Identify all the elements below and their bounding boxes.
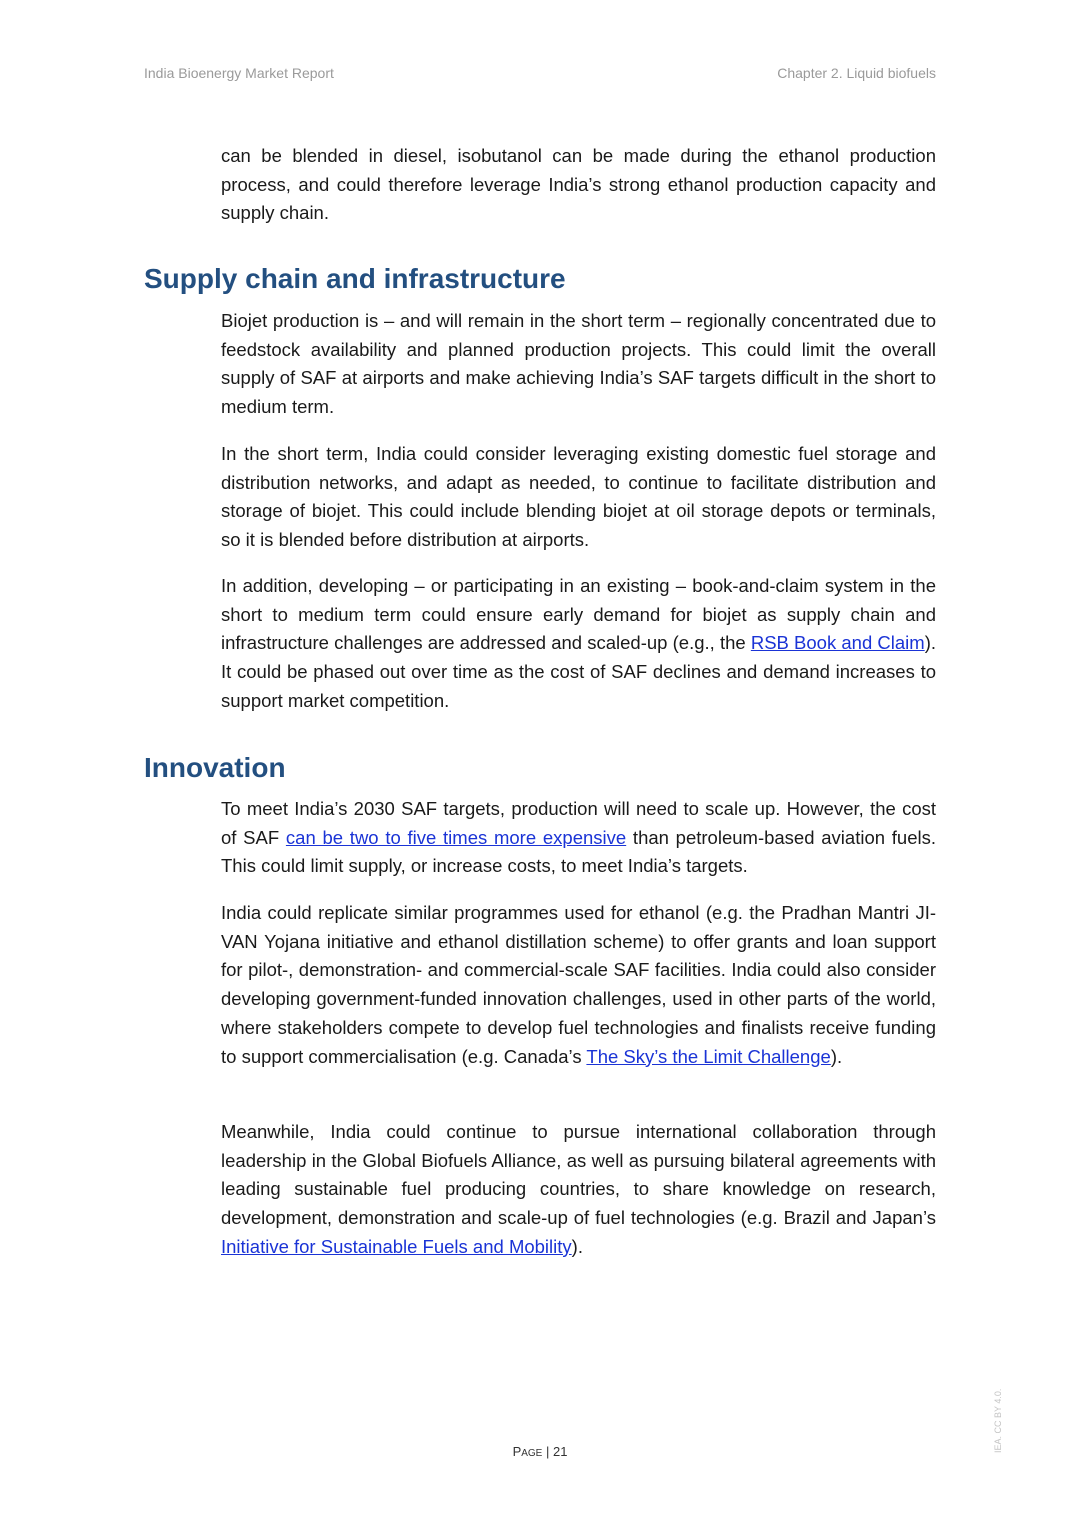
page-separator: | bbox=[542, 1444, 553, 1459]
innovation-p3-text-end: ). bbox=[571, 1235, 583, 1257]
report-title: India Bioenergy Market Report bbox=[144, 65, 334, 81]
page-label-first: P bbox=[512, 1444, 522, 1459]
innovation-paragraph-1 bbox=[221, 795, 936, 881]
license-notice: IEA. CC BY 4.0. bbox=[993, 1388, 1003, 1453]
supply-chain-paragraph-3 bbox=[221, 572, 936, 716]
chapter-title: Chapter 2. Liquid biofuels bbox=[777, 65, 936, 81]
skys-the-limit-challenge-link[interactable]: The Sky’s the Limit Challenge bbox=[586, 1045, 831, 1067]
supply-chain-paragraph-1: Biojet production is – and will remain in the short term – regionally concentrated due to feedstock availability and planned production projects. This could limit the overall supply of SAF at airports and make achieving India’s SAF targets difficult in the short to medium term. bbox=[221, 310, 936, 418]
page-number bbox=[0, 1444, 1080, 1459]
innovation-heading: Innovation bbox=[144, 752, 286, 783]
innovation-p1-text-start: To meet India’s 2030 SAF targets, production will need to scale up. However, the cost of SAF bbox=[221, 798, 936, 848]
saf-cost-link[interactable]: can be two to five times more expensive bbox=[285, 826, 627, 848]
supply-chain-p3-text-end: ). It could be phased out over time as the cost of SAF declines and demand increases to support market competition. bbox=[221, 632, 936, 711]
innovation-p2-text-start: India could replicate similar programmes used for ethanol (e.g. the Pradhan Mantri JI-VAN Yojana initiative and ethanol distillation scheme) to offer grants and loan support for pilot-, demonstration- and commercial-scale SAF facilities. India could also consider developing government-funded innovation challenges, used in other parts of the world, where stakeholders compete to develop fuel technologies and finalists receive funding to support commercialisation (e.g. Canada’s bbox=[221, 902, 936, 1067]
innovation-p2-text-end: ). bbox=[830, 1045, 843, 1067]
innovation-paragraph-2 bbox=[221, 899, 936, 1071]
rsb-book-and-claim-link[interactable]: RSB Book and Claim bbox=[750, 632, 925, 654]
supply-chain-heading: Supply chain and infrastructure bbox=[144, 263, 566, 294]
innovation-p3-text-start: Meanwhile, India could continue to pursue international collaboration through leadership in the Global Biofuels Alliance, as well as pursuing bilateral agreements with leading sustainable fuel producing countries, to share knowledge on research, development, demonstration and scale-up of fuel technologies (e.g. Brazil and Japan’s bbox=[221, 1121, 936, 1229]
innovation-p1-text-end: than petroleum-based aviation fuels. This could limit supply, or increase costs, to meet India’s targets. bbox=[221, 826, 936, 877]
sustainable-fuels-mobility-link[interactable]: Initiative for Sustainable Fuels and Mobility bbox=[221, 1235, 572, 1257]
supply-chain-paragraph-2: In the short term, India could consider leveraging existing domestic fuel storage and distribution networks, and adapt as needed, to continue to facilitate distribution and storage of biojet. This could include blending biojet at oil storage depots or terminals, so it is blended before distribution at airports. bbox=[221, 443, 936, 551]
supply-chain-p3-text-start: In addition, developing – or participating in an existing – book-and-claim system in the short to medium term could ensure early demand for biojet as supply chain and infrastructure challenges are addressed and scaled-up (e.g., the bbox=[221, 575, 936, 654]
page-number-value: 21 bbox=[552, 1444, 568, 1459]
innovation-paragraph-3 bbox=[221, 1118, 936, 1262]
page-label-rest: AGE bbox=[521, 1448, 543, 1459]
intro-paragraph: can be blended in diesel, isobutanol can be made during the ethanol production process, and could therefore leverage India’s strong ethanol production capacity and supply chain. bbox=[221, 145, 936, 224]
